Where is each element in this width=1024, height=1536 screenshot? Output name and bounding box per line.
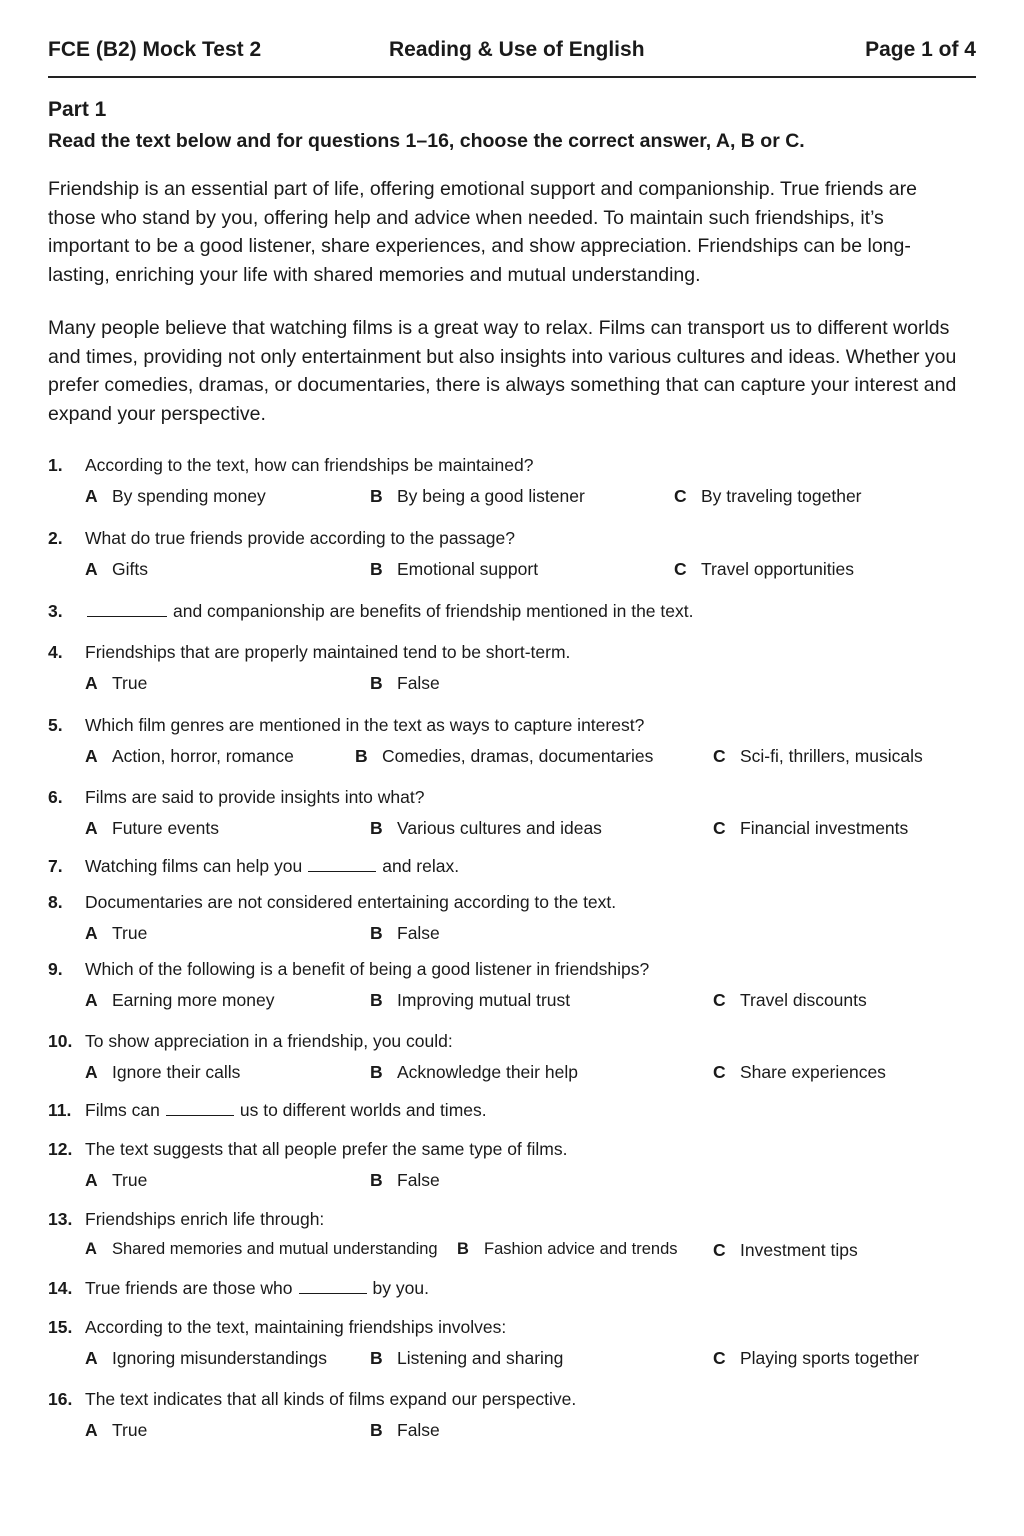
question-number: 8. <box>48 892 63 912</box>
question-text: and companionship are benefits of friendship mentioned in the text. <box>85 601 693 622</box>
question-text: Documentaries are not considered entertaining according to the text. <box>85 892 617 912</box>
option-a[interactable]: A Future events <box>85 818 219 838</box>
option-a[interactable]: A True <box>85 673 148 693</box>
question-15 <box>48 1317 976 1372</box>
question-text: Films are said to provide insights into what? <box>85 787 425 807</box>
question-text: True friends are those who by you. <box>85 1278 429 1298</box>
question-number: 2. <box>48 528 63 548</box>
question-number: 15. <box>48 1317 73 1337</box>
question-text: Friendships that are properly maintained tend to be short-term. <box>85 642 571 662</box>
question-7 <box>48 856 976 880</box>
question-number: 13. <box>48 1209 73 1229</box>
question-number: 9. <box>48 959 63 979</box>
page-number: Page 1 of 4 <box>865 38 976 61</box>
question-13 <box>48 1209 976 1264</box>
question-text: According to the text, how can friendships be maintained? <box>85 455 534 475</box>
question-text: The text suggests that all people prefer the same type of films. <box>85 1139 568 1159</box>
passage-paragraph-films: Many people believe that watching films is a great way to relax. Films can transport us to different worlds and times, providing not only entertainment but also insights into various cultures and ideas. Whether you prefer comedies, dramas, or documentaries, there is always something that can capture your interest and expand your perspective. <box>48 317 957 425</box>
question-5 <box>48 715 976 770</box>
section-title: Reading & Use of English <box>389 38 645 61</box>
question-text: The text indicates that all kinds of films expand our perspective. <box>85 1389 577 1409</box>
question-number: 11. <box>48 1100 72 1120</box>
answer-blank[interactable] <box>299 1278 367 1294</box>
option-b[interactable]: B Various cultures and ideas <box>370 818 602 838</box>
question-text: According to the text, maintaining friendships involves: <box>85 1317 507 1337</box>
option-c[interactable]: C Financial investments <box>713 818 909 838</box>
passage-paragraph-friendship: Friendship is an essential part of life, offering emotional support and companionship. True friends are those who stand by you, offering help and advice when needed. To maintain such friendships, it’s important to be a good listener, share experiences, and show appreciation. Friendships can be long-lasting, enriching your life with shared memories and mutual understanding. <box>48 178 917 286</box>
option-c[interactable]: C Playing sports together <box>713 1348 919 1368</box>
question-12 <box>48 1139 976 1194</box>
option-c[interactable]: C By traveling together <box>674 486 862 506</box>
question-text: What do true friends provide according to the passage? <box>85 528 515 548</box>
option-b[interactable]: B False <box>370 673 440 693</box>
option-a[interactable]: A Action, horror, romance <box>85 746 294 766</box>
option-a[interactable]: A Ignore their calls <box>85 1062 241 1082</box>
option-b[interactable]: B False <box>370 1420 440 1440</box>
part-title: Part 1 <box>48 98 107 121</box>
option-c[interactable]: C Travel opportunities <box>674 559 855 579</box>
option-b[interactable]: B By being a good listener <box>370 486 585 506</box>
answer-blank[interactable] <box>308 856 376 872</box>
option-b[interactable]: B Acknowledge their help <box>370 1062 578 1082</box>
question-number: 10. <box>48 1031 73 1051</box>
option-c[interactable]: C Share experiences <box>713 1062 886 1082</box>
question-3 <box>48 601 976 625</box>
option-c[interactable]: C Sci-fi, thrillers, musicals <box>713 746 923 766</box>
question-number: 6. <box>48 787 63 807</box>
page-header <box>48 36 976 78</box>
question-text: Films can us to different worlds and times. <box>85 1100 487 1120</box>
instructions: Read the text below and for questions 1–16, choose the correct answer, A, B or C. <box>48 130 805 152</box>
question-4 <box>48 642 976 697</box>
option-a[interactable]: A Ignoring misunderstandings <box>85 1348 327 1368</box>
question-text: To show appreciation in a friendship, you could: <box>85 1031 453 1051</box>
option-c[interactable]: C Travel discounts <box>713 990 867 1010</box>
option-a[interactable]: A True <box>85 923 148 943</box>
question-2 <box>48 528 976 583</box>
answer-blank[interactable] <box>87 601 167 617</box>
option-b[interactable]: B Comedies, dramas, documentaries <box>355 746 654 766</box>
question-8 <box>48 892 976 947</box>
question-number: 3. <box>48 601 63 621</box>
answer-blank[interactable] <box>166 1100 234 1116</box>
option-b[interactable]: B Improving mutual trust <box>370 990 571 1010</box>
option-b[interactable]: B Fashion advice and trends <box>457 1240 678 1258</box>
question-10 <box>48 1031 976 1086</box>
option-c[interactable]: C Investment tips <box>713 1240 858 1260</box>
option-a[interactable]: A Gifts <box>85 559 148 579</box>
question-6 <box>48 787 976 842</box>
question-text: Watching films can help you and relax. <box>85 856 460 876</box>
question-11 <box>48 1100 976 1124</box>
question-1 <box>48 455 976 510</box>
question-number: 4. <box>48 642 63 662</box>
option-b[interactable]: B False <box>370 923 440 943</box>
question-number: 16. <box>48 1389 73 1409</box>
option-b[interactable]: B Listening and sharing <box>370 1348 564 1368</box>
question-text: Friendships enrich life through: <box>85 1209 325 1229</box>
question-number: 12. <box>48 1139 73 1159</box>
question-16 <box>48 1389 976 1444</box>
option-a[interactable]: A True <box>85 1420 148 1440</box>
option-b[interactable]: B False <box>370 1170 440 1190</box>
question-text: Which of the following is a benefit of being a good listener in friendships? <box>85 959 650 979</box>
question-text: Which film genres are mentioned in the text as ways to capture interest? <box>85 715 645 735</box>
question-number: 14. <box>48 1278 73 1298</box>
question-9 <box>48 959 976 1014</box>
question-number: 7. <box>48 856 63 876</box>
option-a[interactable]: A By spending money <box>85 486 266 506</box>
option-a[interactable]: A Shared memories and mutual understanding <box>85 1240 438 1258</box>
option-a[interactable]: A True <box>85 1170 148 1190</box>
question-14 <box>48 1278 976 1302</box>
question-number: 1. <box>48 455 63 475</box>
question-number: 5. <box>48 715 63 735</box>
option-b[interactable]: B Emotional support <box>370 559 539 579</box>
test-title: FCE (B2) Mock Test 2 <box>48 38 262 61</box>
option-a[interactable]: A Earning more money <box>85 990 275 1010</box>
